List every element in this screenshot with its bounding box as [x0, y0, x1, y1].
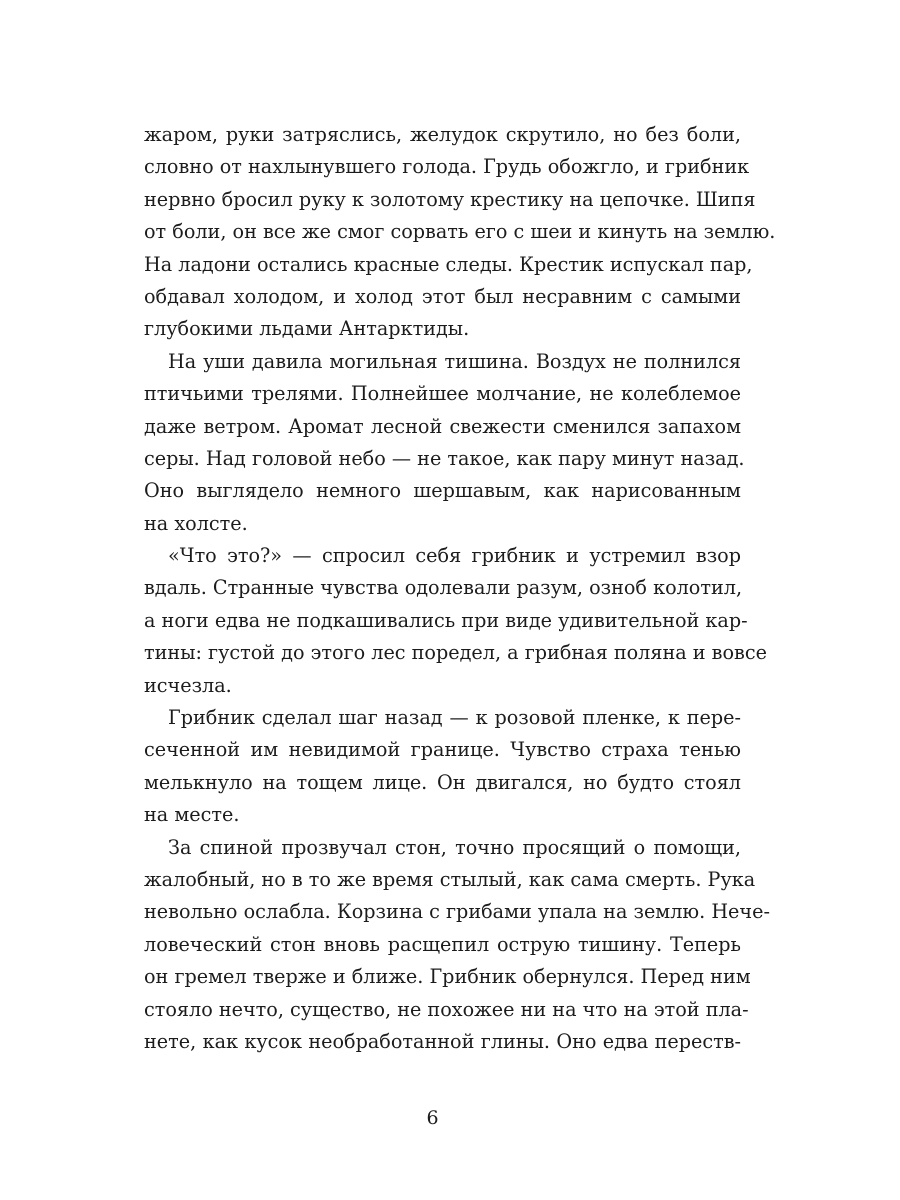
- text-line: «Что это?» — спросил себя грибник и устремил взор: [168, 544, 741, 568]
- text-line: ловеческий стон вновь расщепил острую тишину. Теперь: [144, 932, 741, 956]
- text-line: стояло нечто, существо, не похожее ни на что на этой пла-: [144, 997, 749, 1021]
- page-number: 6: [426, 1107, 439, 1129]
- text-line: На ладони остались красные следы. Крестик испускал пар,: [144, 252, 753, 276]
- text-line: словно от нахлынувшего голода. Грудь обожгло, и грибник: [144, 155, 750, 179]
- text-line: а ноги едва не подкашивались при виде удивительной кар-: [144, 608, 748, 632]
- text-line: серы. Над головой небо — не такое, как пару минут назад.: [144, 446, 745, 470]
- text-line: птичьими трелями. Полнейшее молчание, не колеблемое: [144, 382, 741, 406]
- text-line: на месте.: [144, 803, 240, 827]
- text-line: сеченной им невидимой границе. Чувство страха тенью: [144, 738, 741, 762]
- text-line: Грибник сделал шаг назад — к розовой пленке, к пере-: [168, 706, 741, 730]
- text-line: он гремел тверже и ближе. Грибник обернулся. Перед ним: [144, 965, 751, 989]
- text-line: на холсте.: [144, 511, 248, 535]
- body-text: [144, 119, 776, 1058]
- text-line: от боли, он все же смог сорвать его с шеи и кинуть на землю.: [144, 220, 776, 244]
- text-line: вдаль. Странные чувства одолевали разум, озноб колотил,: [144, 576, 743, 600]
- text-line: нете, как кусок необработанной глины. Оно едва переств-: [144, 1029, 741, 1053]
- text-line: обдавал холодом, и холод этот был несравним с самыми: [144, 284, 741, 308]
- text-line: Оно выглядело немного шершавым, как нарисованным: [144, 479, 741, 503]
- text-line: глубокими льдами Антарктиды.: [144, 317, 470, 341]
- text-line: нервно бросил руку к золотому крестику на цепочке. Шипя: [144, 187, 756, 211]
- text-line: жалобный, но в то же время стылый, как сама смерть. Рука: [144, 867, 756, 891]
- text-line: даже ветром. Аромат лесной свежести сменился запахом: [144, 414, 741, 438]
- text-line: жаром, руки затряслись, желудок скрутило, но без боли,: [144, 123, 741, 146]
- text-line: тины: густой до этого лес поредел, а грибная поляна и вовсе: [144, 641, 767, 665]
- text-line: За спиной прозвучал стон, точно просящий о помощи,: [168, 835, 741, 859]
- text-line: На уши давила могильная тишина. Воздух не полнился: [168, 349, 741, 373]
- text-line: невольно ослабла. Корзина с грибами упала на землю. Нече-: [144, 900, 770, 924]
- text-line: исчезла.: [144, 673, 232, 697]
- text-line: мелькнуло на тощем лице. Он двигался, но будто стоял: [144, 770, 741, 794]
